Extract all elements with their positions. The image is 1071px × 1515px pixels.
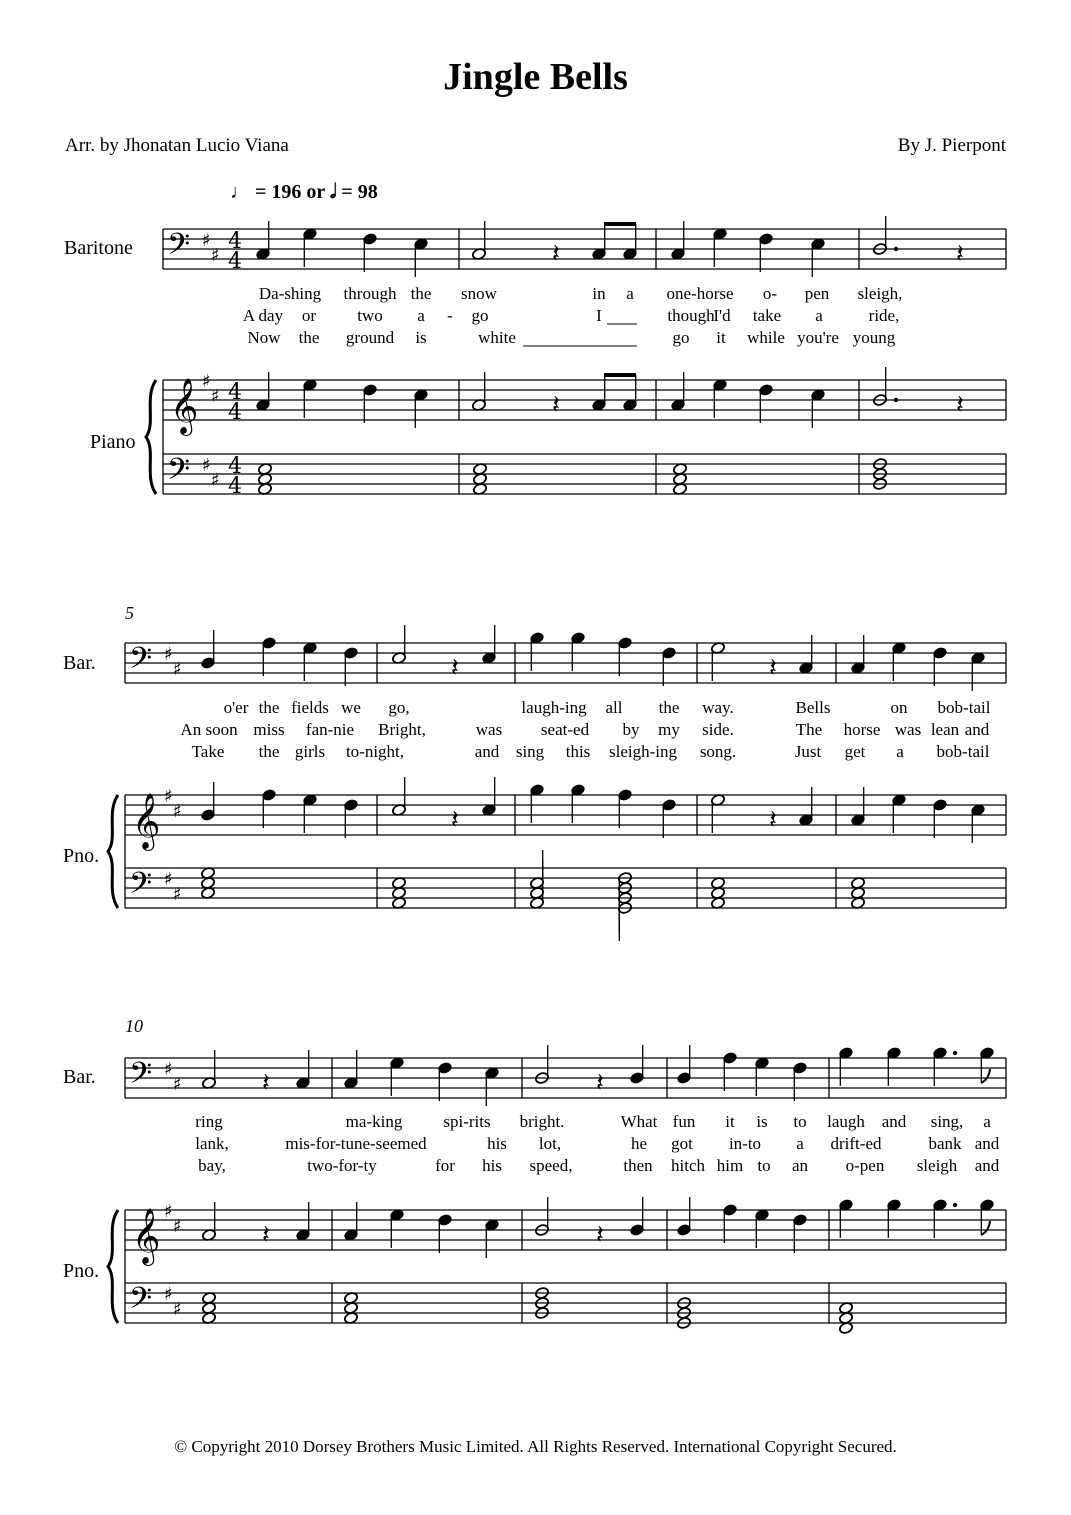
- quarter-note-icon: ♩: [230, 181, 250, 203]
- note-flag: [981, 1221, 990, 1235]
- lyric: him: [716, 1156, 744, 1175]
- time-signature-top: 4: [228, 380, 242, 405]
- lyric: fan-nie: [305, 720, 355, 739]
- sharp-icon: ♯: [211, 470, 220, 491]
- lyric: The: [795, 720, 823, 739]
- lyric: seat-ed: [540, 720, 590, 739]
- lyric: girls: [294, 742, 326, 761]
- brace-icon: [108, 795, 118, 908]
- lyric: miss: [253, 720, 285, 739]
- lyric: Bells: [795, 698, 831, 717]
- lyric: go: [672, 328, 690, 347]
- lyric: for: [435, 1156, 455, 1175]
- lyric: I: [596, 306, 602, 325]
- lyric: bank: [928, 1134, 962, 1153]
- lyric: is: [756, 1112, 768, 1131]
- lyric: and: [974, 1134, 1000, 1153]
- lyric: bob-tail: [936, 742, 990, 761]
- bass-clef-icon: 𝄢: [129, 642, 153, 683]
- lyric: Bright,: [378, 720, 426, 739]
- sharp-icon: ♯: [173, 1074, 182, 1095]
- instrument-label-piano-short-3: Pno.: [63, 1260, 100, 1282]
- lyric: speed,: [529, 1156, 573, 1175]
- lyric: go: [471, 306, 489, 325]
- dot: [953, 1203, 957, 1207]
- arranger-credit: Arr. by Jhonatan Lucio Viana: [65, 135, 289, 156]
- lyric: hitch: [671, 1156, 705, 1175]
- quarter-rest: 𝄽: [451, 805, 459, 835]
- lyric: bright.: [519, 1112, 565, 1131]
- lyric: to: [757, 1156, 771, 1175]
- lyric: fun: [672, 1112, 696, 1131]
- lyric: we: [341, 698, 361, 717]
- lyric: two: [357, 306, 383, 325]
- quarter-rest: 𝄽: [552, 390, 560, 420]
- lyric: lank,: [195, 1134, 229, 1153]
- sharp-icon: ♯: [202, 455, 211, 476]
- lyric: sing: [515, 742, 545, 761]
- lyric: two-for-ty: [307, 1156, 377, 1175]
- lyric: it: [716, 328, 726, 347]
- lyric: a: [796, 1134, 804, 1153]
- bass-clef-icon: 𝄢: [129, 867, 153, 908]
- lyric: A day: [242, 306, 284, 325]
- quarter-rest: 𝄽: [596, 1220, 604, 1250]
- lyric: through: [343, 284, 397, 303]
- lyric: my: [658, 720, 680, 739]
- sharp-icon: ♯: [173, 801, 182, 822]
- lyric: ground: [345, 328, 395, 347]
- lyric: ride,: [868, 306, 900, 325]
- lyric: his: [487, 1134, 507, 1153]
- lyric: was: [894, 720, 922, 739]
- quarter-rest: 𝄽: [451, 653, 459, 683]
- lyric: in-to: [728, 1134, 762, 1153]
- sharp-icon: ♯: [164, 1059, 173, 1080]
- lyric: ma-king: [345, 1112, 403, 1131]
- lyric: mis-for-tune-seemed: [285, 1134, 427, 1153]
- lyric: one-horse: [666, 284, 734, 303]
- tempo-marking: [230, 181, 378, 204]
- quarter-rest: 𝄽: [262, 1068, 270, 1098]
- quarter-rest: 𝄽: [956, 390, 964, 420]
- lyric: horse: [843, 720, 881, 739]
- lyric: ring: [195, 1112, 223, 1131]
- quarter-rest: 𝄽: [769, 653, 777, 683]
- lyric: then: [623, 1156, 653, 1175]
- lyric: sing,: [930, 1112, 964, 1131]
- lyric: laugh: [827, 1112, 865, 1131]
- lyric: or: [301, 306, 317, 325]
- lyric: and: [474, 742, 500, 761]
- lyric: I'd: [713, 306, 731, 325]
- lyric: while: [747, 328, 785, 347]
- lyric: is: [415, 328, 427, 347]
- bass-clef-icon: 𝄢: [167, 228, 191, 269]
- lyric: in: [592, 284, 606, 303]
- lyric: sleigh-ing: [609, 742, 677, 761]
- lyric: drift-ed: [830, 1134, 882, 1153]
- bass-clef-icon: 𝄢: [129, 1282, 153, 1323]
- lyric: pen: [804, 284, 830, 303]
- lyric: spi-rits: [443, 1112, 491, 1131]
- lyric: though: [667, 306, 715, 325]
- time-signature-bottom: 4: [228, 474, 242, 499]
- lyric: way.: [702, 698, 734, 717]
- lyric: take: [752, 306, 782, 325]
- dot: [894, 398, 898, 402]
- beam: [604, 222, 636, 226]
- bass-clef-icon: 𝄢: [167, 453, 191, 494]
- quarter-rest: 𝄽: [769, 805, 777, 835]
- sharp-icon: ♯: [211, 245, 220, 266]
- sharp-icon: ♯: [173, 1216, 182, 1237]
- lyric: laugh-ing: [521, 698, 587, 717]
- instrument-label-baritone: Baritone: [64, 237, 133, 259]
- lyric: this: [565, 742, 591, 761]
- lyric: a: [983, 1112, 991, 1131]
- note-flag: [981, 1069, 990, 1083]
- lyric: his: [482, 1156, 502, 1175]
- tempo-part1: = 196 or: [255, 181, 325, 203]
- lyric: -: [447, 306, 453, 325]
- lyric: bay,: [198, 1156, 226, 1175]
- measure-number-10: 10: [125, 1016, 143, 1036]
- quarter-rest: 𝄽: [262, 1220, 270, 1250]
- lyric: sleigh,: [857, 284, 903, 303]
- lyric: An soon: [180, 720, 238, 739]
- lyric: go,: [388, 698, 410, 717]
- lyric: you're: [797, 328, 839, 347]
- brace-icon: [146, 380, 156, 494]
- tempo-part2: = 98: [341, 181, 378, 203]
- lyric: and: [964, 720, 990, 739]
- sharp-icon: ♯: [173, 1299, 182, 1320]
- lyric: a: [815, 306, 823, 325]
- lyric: a: [896, 742, 904, 761]
- quarter-rest: 𝄽: [596, 1068, 604, 1098]
- lyric: side.: [702, 720, 734, 739]
- sharp-icon: ♯: [164, 786, 173, 807]
- lyric: young: [852, 328, 896, 347]
- sharp-icon: ♯: [164, 869, 173, 890]
- time-signature-bottom: 4: [228, 400, 242, 425]
- instrument-label-baritone-short-3: Bar.: [63, 1066, 96, 1088]
- lyric: a: [417, 306, 425, 325]
- lyric: lean: [930, 720, 960, 739]
- sharp-icon: ♯: [173, 659, 182, 680]
- page-title: Jingle Bells: [443, 56, 628, 98]
- lyric: lot,: [538, 1134, 562, 1153]
- beam: [604, 373, 636, 377]
- lyric: the: [298, 328, 320, 347]
- copyright-notice: © Copyright 2010 Dorsey Brothers Music Limited. All Rights Reserved. International Copyright Secured.: [174, 1437, 897, 1456]
- lyric: sleigh: [916, 1156, 958, 1175]
- instrument-label-piano-short: Pno.: [63, 845, 100, 867]
- treble-clef-icon: 𝄞: [170, 378, 199, 434]
- lyric: was: [475, 720, 503, 739]
- time-signature-bottom: 4: [228, 249, 242, 274]
- lyric: white: [478, 328, 516, 347]
- lyric: to-night,: [345, 742, 405, 761]
- quarter-rest: 𝄽: [552, 239, 560, 269]
- sharp-icon: ♯: [202, 371, 211, 392]
- dot: [953, 1051, 957, 1055]
- composer-credit: By J. Pierpont: [897, 135, 1006, 156]
- lyric: got: [671, 1134, 693, 1153]
- lyric: get: [844, 742, 866, 761]
- quarter-rest: 𝄽: [956, 239, 964, 269]
- lyric: the: [258, 698, 280, 717]
- lyric: Take: [191, 742, 225, 761]
- lyric: by: [622, 720, 640, 739]
- lyric: the: [658, 698, 680, 717]
- lyric: What: [620, 1112, 658, 1131]
- time-signature-top: 4: [228, 454, 242, 479]
- sharp-icon: ♯: [164, 644, 173, 665]
- lyric: to: [793, 1112, 807, 1131]
- lyric: the: [258, 742, 280, 761]
- measure-number-5: 5: [125, 603, 134, 623]
- instrument-label-piano: Piano: [90, 431, 136, 453]
- dot: [894, 247, 898, 251]
- sharp-icon: ♯: [164, 1201, 173, 1222]
- half-note-icon: 𝅗𝅥: [329, 181, 337, 203]
- brace-icon: [108, 1210, 118, 1323]
- lyric: snow: [461, 284, 497, 303]
- lyric: on: [890, 698, 908, 717]
- lyric: fields: [291, 698, 329, 717]
- sharp-icon: ♯: [211, 386, 220, 407]
- lyric: Just: [794, 742, 822, 761]
- lyric: and: [881, 1112, 907, 1131]
- sharp-icon: ♯: [164, 1284, 173, 1305]
- lyric: song.: [699, 742, 737, 761]
- lyric: o'er: [223, 698, 249, 717]
- instrument-label-baritone-short: Bar.: [63, 652, 96, 674]
- lyric: an: [791, 1156, 809, 1175]
- sharp-icon: ♯: [202, 230, 211, 251]
- lyric: a: [626, 284, 634, 303]
- lyric: Now: [247, 328, 281, 347]
- treble-clef-icon: 𝄞: [132, 793, 161, 849]
- bass-clef-icon: 𝄢: [129, 1057, 153, 1098]
- lyric: o-: [762, 284, 778, 303]
- lyric: it: [725, 1112, 735, 1131]
- lyric: and: [974, 1156, 1000, 1175]
- lyric: the: [410, 284, 432, 303]
- lyric: Da-shing: [258, 284, 322, 303]
- lyric: o-pen: [845, 1156, 885, 1175]
- lyric: he: [630, 1134, 648, 1153]
- lyric: bob-tail: [937, 698, 991, 717]
- treble-clef-icon: 𝄞: [132, 1208, 161, 1264]
- time-signature-top: 4: [228, 229, 242, 254]
- sharp-icon: ♯: [173, 884, 182, 905]
- lyric: all: [605, 698, 623, 717]
